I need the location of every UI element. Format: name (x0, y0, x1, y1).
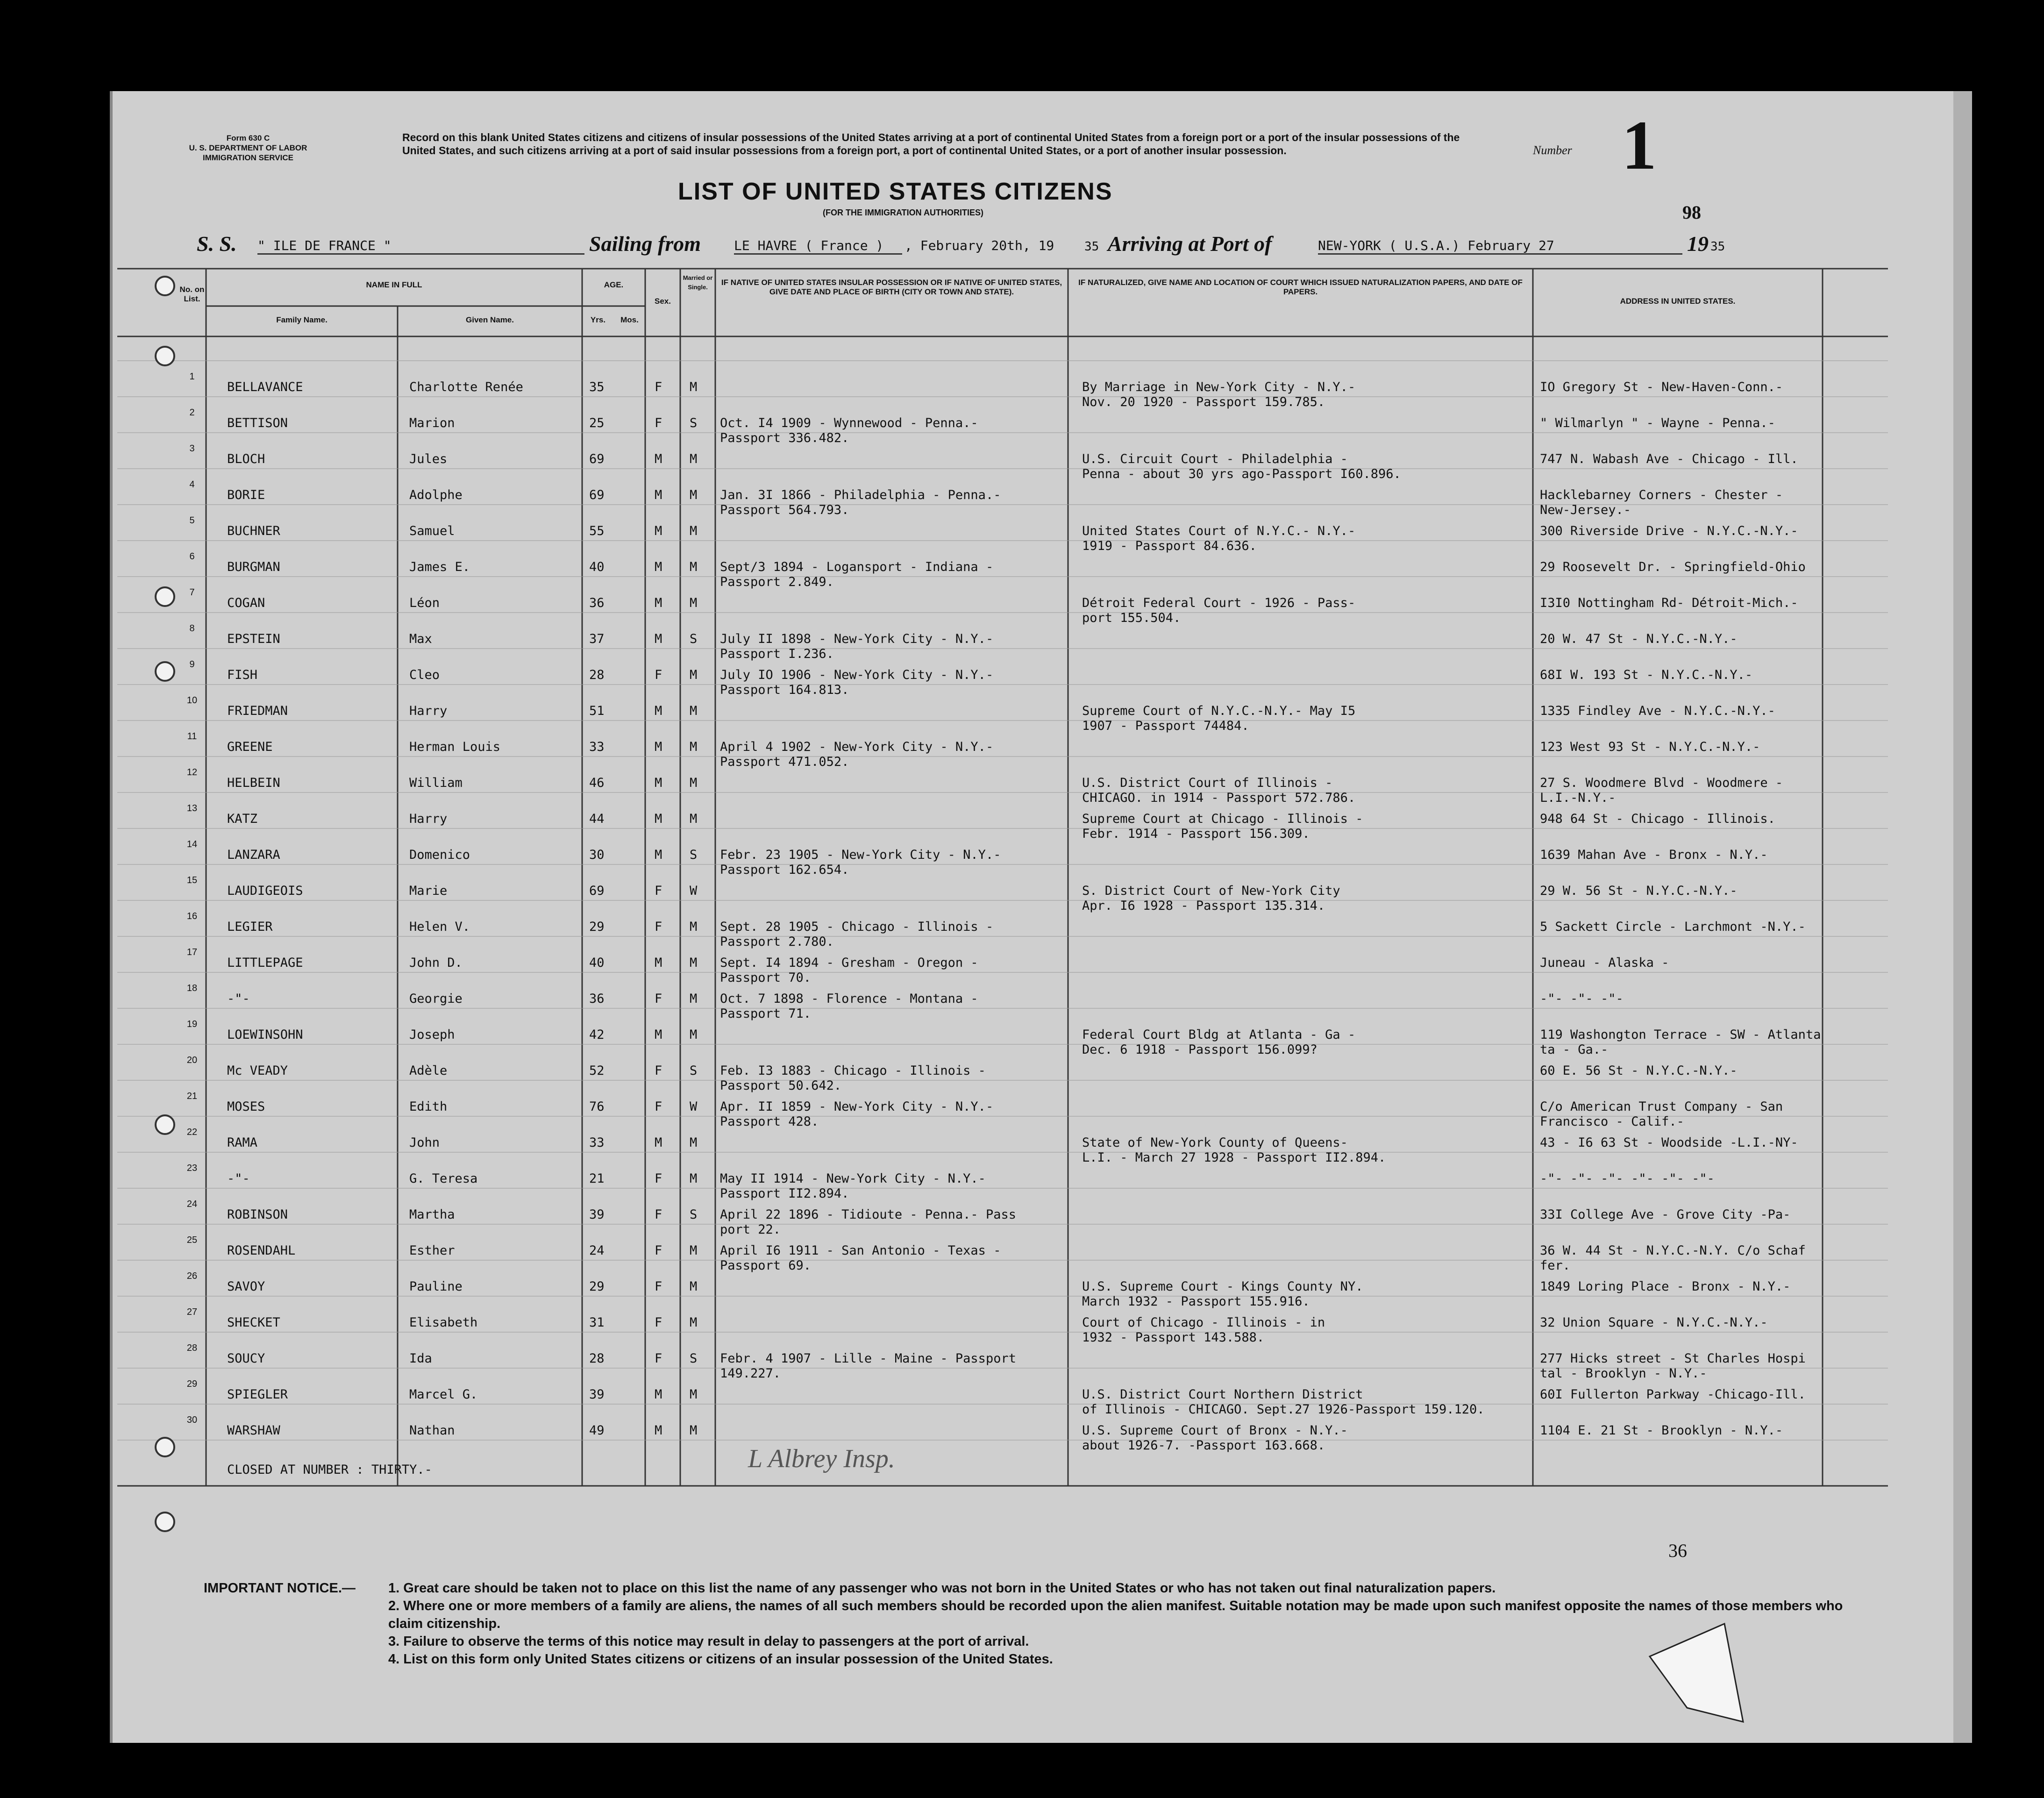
to-year: 35 (1710, 240, 1725, 254)
col-yrs: Yrs. (590, 315, 606, 324)
to-port: NEW-YORK ( U.S.A.) February 27 (1318, 238, 1682, 255)
corner-number: 36 (1668, 1540, 1687, 1561)
sailing-label: Sailing from (589, 232, 701, 256)
notice-item: 2. Where one or more members of a family are aliens, the names of all such members should be recorded upon the alien manifest. Suitable notation may be made upon such manifest opposite the names of those members who claim citizenship. (388, 1598, 1843, 1631)
punch-hole (155, 586, 175, 607)
from-port: LE HAVRE ( France ) (734, 238, 902, 255)
from-date: , February 20th, 19 (904, 238, 1054, 253)
page-title: LIST OF UNITED STATES CITIZENS (678, 178, 1113, 205)
col-family: Family Name. (276, 315, 328, 324)
col-age: AGE. (604, 280, 624, 289)
form-id: Form 630 C (226, 134, 270, 143)
notice-items (388, 1579, 1846, 1668)
col-naturalized: IF NATURALIZED, GIVE NAME AND LOCATION OF COURT WHICH ISSUED NATURALIZATION PAPERS, AND DATE OF PAPERS. (1078, 278, 1523, 296)
folded-corner (1645, 1614, 1748, 1727)
table-grid (113, 91, 1953, 1743)
punch-hole (155, 661, 175, 682)
col-mos: Mos. (620, 315, 639, 324)
inspector-signature: L Albrey Insp. (748, 1444, 895, 1473)
page-number: 98 (1682, 202, 1701, 223)
col-no: No. on List. (179, 285, 205, 303)
number-value: 1 (1622, 107, 1657, 184)
page-subtitle: (FOR THE IMMIGRATION AUTHORITIES) (823, 208, 983, 217)
to-year-prefix: 19 (1687, 232, 1709, 256)
notice-item: 4. List on this form only United States citizens or citizens of an insular possession of the United States. (388, 1652, 1053, 1667)
punch-hole (155, 1437, 175, 1457)
record-instructions: Record on this blank United States citizens and citizens of insular possessions of the United States arriving at a port of continental United States from a foreign port or a port of the insular possessions of the United States, and such citizens arriving at a port of said insular possessions from a foreign port, a port of continental United States, or a port of another insular possession. (402, 131, 1460, 157)
notice-item: 1. Great care should be taken not to place on this list the name of any passenger who was not born in the United States or who has not taken out final naturalization papers. (388, 1581, 1496, 1596)
col-married: Married or Single. (683, 274, 713, 291)
col-given: Given Name. (466, 315, 514, 324)
ship-name: " ILE DE FRANCE " (257, 238, 584, 255)
manifest-page: Form 630 C U. S. DEPARTMENT OF LABOR IMMIGRATION SERVICE Record on this blank United States citizens and citizens of insular possessions of the United States arriving at a port of continental United States from a foreign port or a port of the insular possessions of the United States, and such citizens arriving at a port of said insular possessions from a foreign port, a port of continental United States, or a port of another insular possession. Number 1 98 LIST OF UNITED STATES CITIZENS (FOR THE IMMIGRATION AUTHORITIES) S. S. " ILE DE FRANCE " Sailing from LE HAVRE ( France ) , February 20th, 19 35 Arriving at Port of NEW-YORK ( U.S.A.) February 27 19 35 No. on List. NAME IN FULL Family Name. Given Name. AGE. Yrs. Mos. Sex. Married or Single. IF NATIVE OF UNITED STATES INSULAR POSSESSION OR IF NATIVE OF UNITED STATES, GIVE DATE AND PLACE OF BIRTH (CITY OR TOWN AND STATE). IF NATURALIZED, GIVE NAME AND LOCATION OF COURT WHICH ISSUED NATURALIZATION PAPERS, AND DATE OF PAPERS. ADDRESS IN UNITED STATES. 1 BELLAVANCE Charlotte Renée 35 F M By Marriage in New-York City - N.Y.- Nov. 20 1920 - Passport 159.785. IO Gregory St - New-Haven-Conn.- 2 BETTISON Marion 25 F S Oct. I4 1909 - Wynnewood - Penna.- Passport 336.482. " Wilmarlyn " - Wayne - Penna.- 3 BLOCH Jules 69 M M U.S. Circuit Court - Philadelphia - Penna - about 30 yrs ago-Passport I60.896. 747 N. Wabash Ave - Chicago - Ill. 4 BORIE Adolphe 69 M M Jan. 3I 1866 - Philadelphia - Penna.- Passport 564.793. Hacklebarney Corners - Chester - New-Jersey.- 5 BUCHNER Samuel 55 M M United States Court of N.Y.C.- N.Y.- 1919 - Passport 84.636. 300 Riverside Drive - N.Y.C.-N.Y.- 6 BURGMAN James E. 40 M M Sept/3 1894 - Logansport - Indiana - Passport 2.849. 29 Roosevelt Dr. - Springfield-Ohio 7 COGAN Léon 36 M M Détroit Federal Court - 1926 - Pass- port 155.504. I3I0 Nottingham Rd- Détroit-Mich.- 8 EPSTEIN Max 37 M S July II 1898 - New-York City - N.Y.- Passport I.236. 20 W. 47 St - N.Y.C.-N.Y.- 9 FISH Cleo 28 F M July IO 1906 - New-York City - N.Y.- Passport 164.813. 68I W. 193 St - N.Y.C.-N.Y.- 10 FRIEDMAN Harry 51 M M Supreme Court of N.Y.C.-N.Y.- May I5 1907 - Passport 74484. 1335 Findley Ave - N.Y.C.-N.Y.- 11 GREENE Herman Louis 33 M M April 4 1902 - New-York City - N.Y.- Passport 471.052. 123 West 93 St - N.Y.C.-N.Y.- 12 HELBEIN William 46 M M U.S. District Court of Illinois - CHICAGO. in 1914 - Passport 572.786. 27 S. Woodmere Blvd - Woodmere - L.I.-N.Y.- 13 KATZ Harry 44 M M Supreme Court at Chicago - Illinois - Febr. 1914 - Passport 156.309. 948 64 St - Chicago - Illinois. 14 LANZARA Domenico 30 M S Febr. 23 1905 - New-York City - N.Y.- Passport 162.654. 1639 Mahan Ave - Bronx - N.Y.- 15 LAUDIGEOIS Marie 69 F W S. District Court of New-York City Apr. I6 1928 - Passport 135.314. 29 W. 56 St - N.Y.C.-N.Y.- 16 LEGIER Helen V. 29 F M Sept. 28 1905 - Chicago - Illinois - Passport 2.780. 5 Sackett Circle - Larchmont -N.Y.- 17 LITTLEPAGE John D. 40 M M Sept. I4 1894 - Gresham - Oregon - Passport 70. Juneau - Alaska - 18 -"- Georgie 36 F M Oct. 7 1898 - Florence - Montana - Passport 71. -"- -"- -"- 19 LOEWINSOHN Joseph 42 M M Federal Court Bldg at Atlanta - Ga - Dec. 6 1918 - Passport 156.099? 119 Washongton Terrace - SW - Atlanta ta - Ga.- 20 Mc VEADY Adèle 52 F S Feb. I3 1883 - Chicago - Illinois - Passport 50.642. 60 E. 56 St - N.Y.C.-N.Y.- 21 MOSES Edith 76 F W Apr. II 1859 - New-York City - N.Y.- Passport 428. C/o American Trust Company - San Francisco - Calif.- 22 RAMA John 33 M M State of New-York County of Queens- L.I. - March 27 1928 - Passport II2.894. 43 - I6 63 St - Woodside -L.I.-NY- 23 -"- G. Teresa 21 F M May II 1914 - New-York City - N.Y.- Passport II2.894. -"- -"- -"- -"- -"- -"- 24 ROBINSON Martha 39 F S April 22 1896 - Tidioute - Penna.- Pass port 22. 33I College Ave - Grove City -Pa- 25 ROSENDAHL Esther 24 F M April I6 1911 - San Antonio - Texas - Passport 69. 36 W. 44 St - N.Y.C.-N.Y. C/o Schaf fer. 26 SAVOY Pauline 29 F M U.S. Supreme Court - Kings County NY. March 1932 - Passport 155.916. 1849 Loring Place - Bronx - N.Y.- 27 SHECKET Elisabeth 31 F M Court of Chicago - Illinois - in 1932 - Passport 143.588. 32 Union Square - N.Y.C.-N.Y.- 28 SOUCY Ida 28 F S Febr. 4 1907 - Lille - Maine - Passport 149.227. 277 Hicks street - St Charles Hospi tal - Brooklyn - N.Y.- 29 SPIEGLER Marcel G. 39 M M U.S. District Court Northern District of Illinois - CHICAGO. Sept.27 1926-Passport 159.120. 60I Fullerton Parkway -Chicago-Ill. 30 WARSHAW Nathan 49 M M U.S. Supreme Court of Bronx - N.Y.- about 1926-7. -Passport 163.668. 1104 E. 21 St - Brooklyn - N.Y.- CLOSED AT NUMBER : THIRTY.- L Albrey Insp. 36 IMPORTANT NOTICE.— 1. Great care should be taken not to place on this list the name of any passenger who was not born in the United States or who has not taken out final naturalization papers. 2. Where one or more members of a family are aliens, the names of all such members should be recorded upon the alien manifest. Suitable notation may be made upon such manifest opposite the names of those members who claim citizenship. 3. Failure to observe the terms of this notice may result in delay to passengers at the port of arrival. 4. List on this form only United States citizens or citizens of an insular possession of the United States. (110, 91, 1953, 1743)
punch-hole (155, 276, 175, 296)
col-sex: Sex. (655, 297, 671, 306)
arriving-label: Arriving at Port of (1108, 232, 1272, 256)
from-year: 35 (1084, 240, 1099, 254)
form-service: IMMIGRATION SERVICE (203, 153, 293, 162)
notice-item: 3. Failure to observe the terms of this notice may result in delay to passengers at the port of arrival. (388, 1634, 1029, 1649)
ss-label: S. S. (197, 232, 237, 256)
col-native: IF NATIVE OF UNITED STATES INSULAR POSSESSION OR IF NATIVE OF UNITED STATES, GIVE DATE AND PLACE OF BIRTH (CITY OR TOWN AND STATE). (721, 278, 1062, 296)
number-label: Number (1533, 143, 1572, 157)
col-address: ADDRESS IN UNITED STATES. (1620, 297, 1736, 306)
notice-heading: IMPORTANT NOTICE.— (204, 1581, 356, 1596)
col-name-in-full: NAME IN FULL (366, 280, 422, 289)
form-department: U. S. DEPARTMENT OF LABOR (189, 143, 307, 152)
punch-hole (155, 346, 175, 366)
closed-at-number: CLOSED AT NUMBER : THIRTY.- (227, 1463, 432, 1477)
punch-hole (155, 1512, 175, 1532)
punch-hole (155, 1114, 175, 1135)
